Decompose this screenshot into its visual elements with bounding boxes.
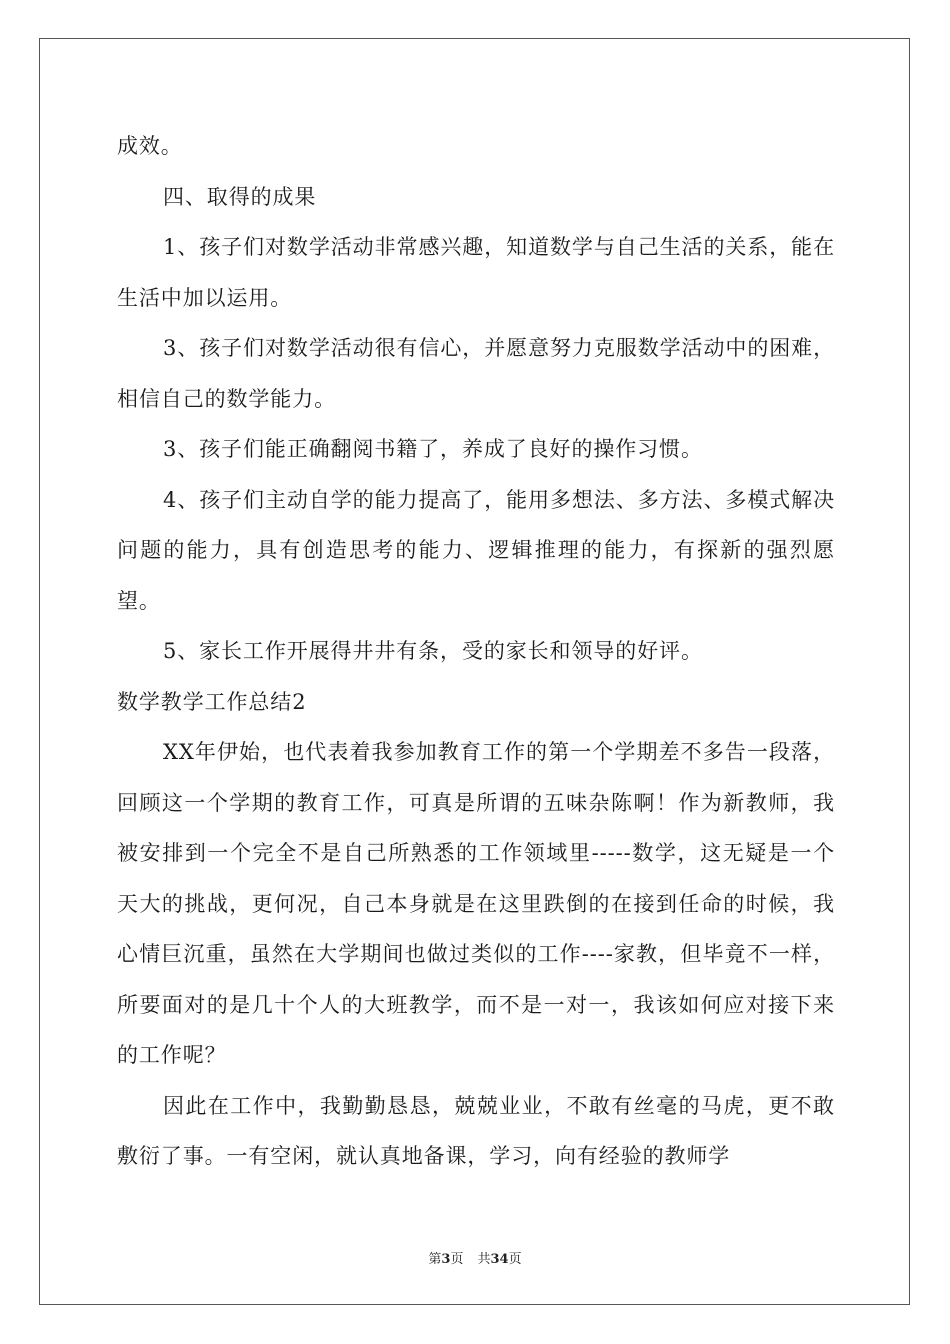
result-item-5: 5、家长工作开展得井井有条，受的家长和领导的好评。 <box>163 639 703 663</box>
body-paragraph: XX年伊始，也代表着我参加教育工作的第一个学期差不多告一段落，回顾这一个学期的教育工作，可真是所谓的五味杂陈啊！作为新教师，我被安排到一个完全不是自己所熟悉的工作领域里-----数学，这无疑是一个天大的挑战，更何况，自己本身就是在这里跌倒的在接到任命的时候，我心情巨沉重，虽然在大学期间也做过类似的工作----家教，但毕竟不一样，所要面对的是几十个人的大班教学，而不是一对一，我该如何应对接下来的工作呢？ <box>117 740 835 1067</box>
summary-title: 数学教学工作总结2 <box>117 689 307 714</box>
total-prefix: 共 <box>477 1252 491 1267</box>
body-paragraph: 因此在工作中，我勤勤恳恳，兢兢业业，不敢有丝毫的马虎，更不敢敷衍了事。一有空闲，就认真地备课，学习，向有经验的教师学 <box>117 1093 835 1168</box>
paragraph-continuation: 成效。 <box>117 134 183 158</box>
total-suffix: 页 <box>508 1252 522 1267</box>
section-heading: 四、取得的成果 <box>163 184 317 209</box>
page-number: 3 <box>441 1252 451 1267</box>
total-pages: 34 <box>490 1252 509 1267</box>
page-suffix: 页 <box>450 1252 464 1267</box>
result-item-1: 1、孩子们对数学活动非常感兴趣，知道数学与自己生活的关系，能在生活中加以运用。 <box>117 235 835 310</box>
page-footer <box>0 1248 950 1267</box>
page-prefix: 第 <box>428 1252 442 1267</box>
result-item-2: 3、孩子们对数学活动很有信心，并愿意努力克服数学活动中的困难，相信自己的数学能力。 <box>117 336 835 411</box>
result-item-3: 3、孩子们能正确翻阅书籍了，养成了良好的操作习惯。 <box>163 437 703 461</box>
document-body <box>117 121 835 1182</box>
result-item-4: 4、孩子们主动自学的能力提高了，能用多想法、多方法、多模式解决问题的能力，具有创造思考的能力、逻辑推理的能力，有探新的强烈愿望。 <box>117 487 835 613</box>
